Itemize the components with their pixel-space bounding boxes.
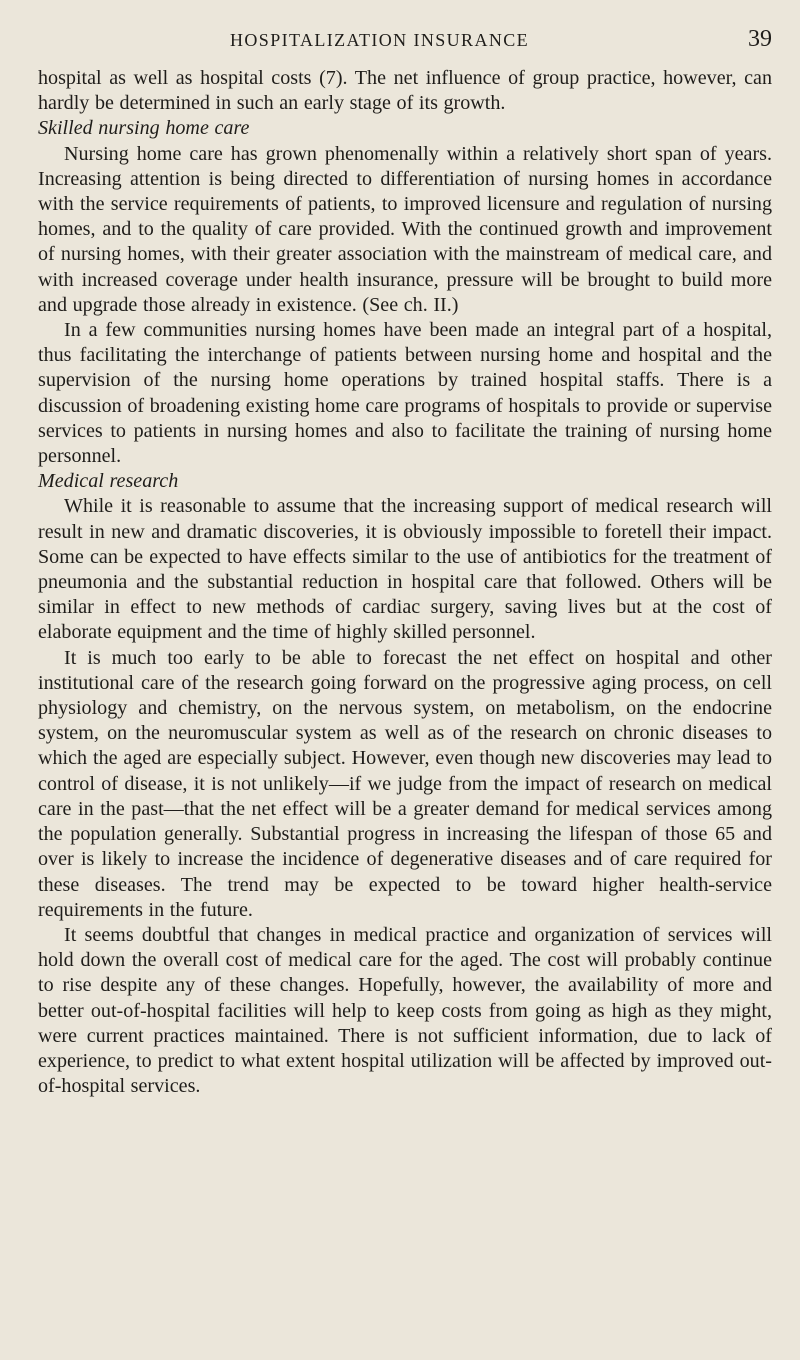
paragraph: While it is reasonable to assume that the increasing support of medical research will result in new and dramatic discoveries, it is obviously impossible to foretell their impact. Some can be expected to have effects similar to the use of antibiotics for the treatment of pneumonia and the substantial reduction in hospital care that followed. Others will be similar in effect to new methods of cardiac surgery, saving lives but at the cost of elaborate equipment and the time of highly skilled personnel. (38, 495, 772, 644)
section-heading-medical-research: Medical research (38, 470, 179, 493)
running-head (38, 26, 772, 66)
paragraph: It seems doubtful that changes in medical practice and organization of services will hold down the overall cost of medical care for the aged. The cost will probably continue to rise despite any of these changes. Hopefully, however, the availability of more and better out-of-hospital facilities will help to keep costs from going as high as they might, were current practices maintained. There is not sufficient information, due to lack of experience, to predict to what extent hospital utilization will be affected by improved out-of-hospital services. (38, 923, 772, 1098)
paragraph: Nursing home care has grown phenomenally within a relatively short span of years. Increasing attention is being directed to differentiation of nursing homes in accordance with the service requirements of patients, to improved licensure and regulation of nursing homes, and to the quality of care provided. With the continued growth and improvement of nursing homes, with their greater association with the mainstream of medical care, and with increased coverage under health insurance, pressure will be brought to build more and upgrade those already in existence. (See ch. II.) (38, 142, 772, 316)
section-heading-nursing-home: Skilled nursing home care (38, 117, 250, 140)
paragraph: It is much too early to be able to forecast the net effect on hospital and other institutional care of the research going forward on the progressive aging process, on cell physiology and chemistry, on the nervous system, on metabolism, on the endocrine system, on the neuromuscular system as well as of the research on chronic diseases to which the aged are especially subject. However, even though new discoveries may lead to control of disease, it is not unlikely—if we judge from the impact of research on medical care in the past—that the net effect will be a greater demand for medical services among the population generally. Substantial progress in increasing the lifespan of those 65 and over is likely to increase the incidence of degenerative diseases and of care required for these diseases. The trend may be expected to be toward higher health-service requirements in the future. (38, 646, 772, 921)
running-title: HOSPITALIZATION INSURANCE (230, 30, 530, 50)
document-page (38, 26, 772, 1330)
page-number: 39 (748, 26, 772, 52)
paragraph: In a few communities nursing homes have been made an integral part of a hospital, thus facilitating the interchange of patients between nursing home and hospital and the supervision of the nursing home operations by trained hospital staffs. There is a discussion of broadening existing home care programs of hospitals to provide or supervise services to patients in nursing homes and also to facilitate the training of nursing home personnel. (38, 319, 772, 468)
body-text (38, 66, 772, 1099)
intro-paragraph: hospital as well as hospital costs (7). The net influence of group practice, however, can hardly be determined in such an early stage of its growth. (38, 67, 772, 115)
